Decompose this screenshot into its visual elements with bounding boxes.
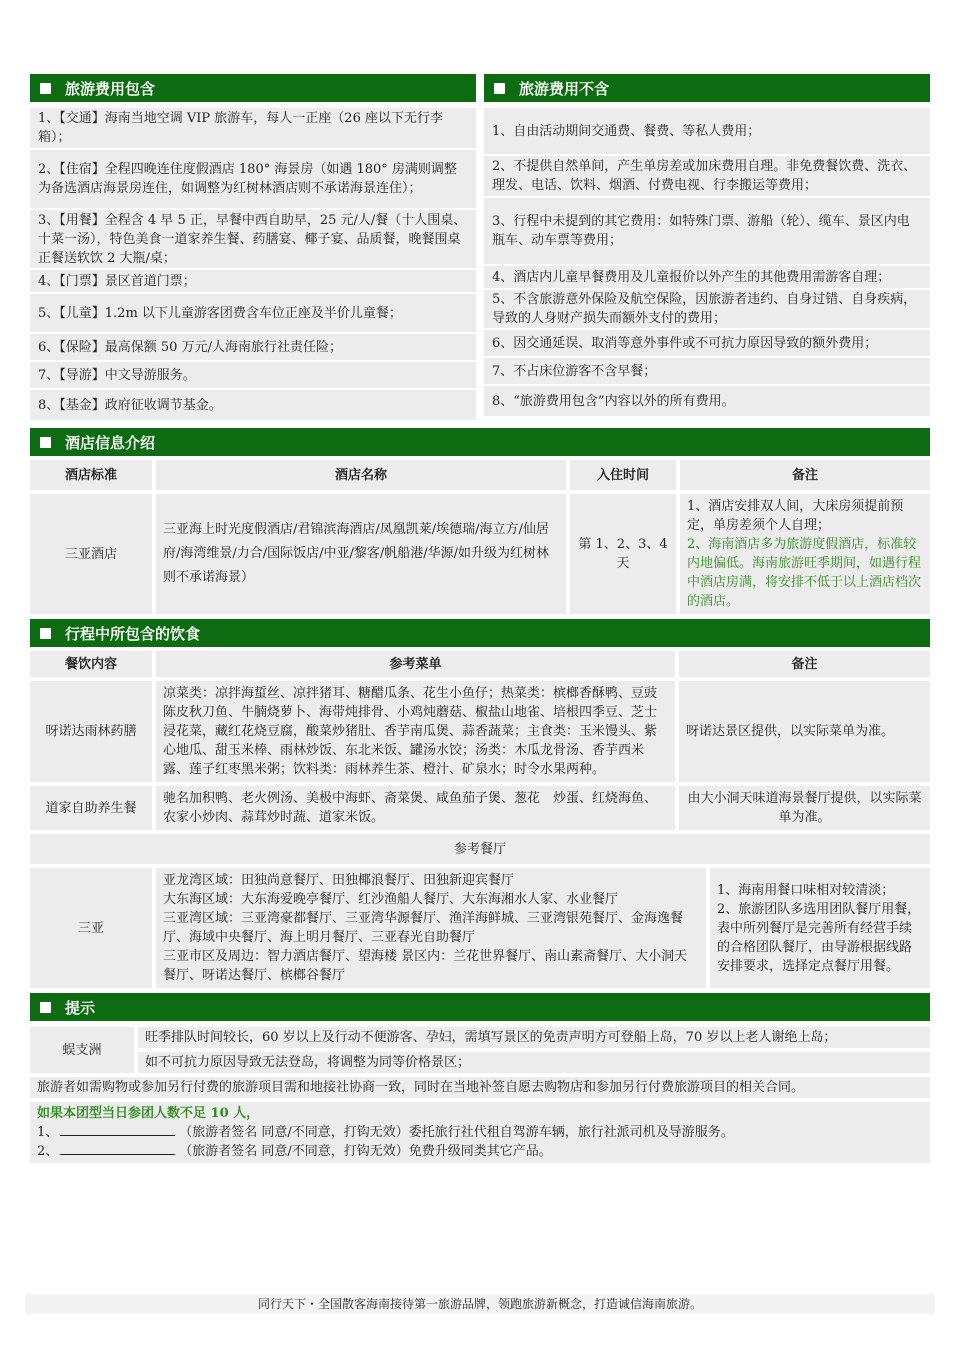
- restaurant-table: [26, 830, 934, 992]
- meals-title: 行程中所包含的饮食: [65, 624, 201, 643]
- restaurant-line: 三亚市区及周边：智力酒店餐厅、望海楼 景区内：兰花世界餐厅、南山素斋餐厅、大小洞天餐厅、呀诺达餐厅、槟榔谷餐厅: [163, 949, 688, 983]
- restaurant-city: 三亚: [30, 868, 152, 988]
- meal-menu: 凉菜类：凉拌海蜇丝、凉拌猪耳、糖醋瓜条、花生小鱼仔；热菜类：槟榔香酥鸭、豆豉陈皮秋刀鱼、牛腩烧萝卜、海带炖排骨、小鸡炖蘑菇、椒盐山地雀、培根四季豆、芝士浸花菜，藏红花烧豆腐，酸菜炒猪肚、香芋南瓜煲、蒜香蔬菜；主食类：玉米馒头、紫心地瓜、甜玉米棒、雨林炒饭、东北米饭、罐汤水饺；汤类：木瓜龙骨汤、香芋西米露、莲子红枣黑米粥；饮料类：雨林养生茶、橙汁、矿泉水；时令水果两种。: [156, 681, 675, 782]
- included-item: 8、【基金】政府征收调节基金。: [30, 390, 476, 422]
- included-item: 4、【门票】景区首道门票；: [30, 270, 476, 294]
- excluded-item: 5、不含旅游意外保险及航空保险，因旅游者违约、自身过错、自身疾病，导致的人身财产损失而额外支付的费用；: [484, 290, 930, 330]
- meals-col-note: 备注: [679, 651, 930, 677]
- restaurant-line: 三亚湾区域：三亚湾豪都餐厅、三亚湾华源餐厅、渔洋海鲜城、三亚湾银苑餐厅、金海逸餐厅、海域中央餐厅、海上明月餐厅、三亚春光自助餐厅: [163, 911, 684, 945]
- option-number: 1、: [37, 1125, 59, 1140]
- square-bullet-icon: [40, 437, 51, 448]
- tip-line: 旺季排队时间较长，60 岁以上及行动不便游客、孕妇，需填写景区的免责声明方可登船上岛，70 岁以上老人谢绝上岛；: [138, 1027, 930, 1048]
- hotel-col-name: 酒店名称: [156, 460, 566, 490]
- hotel-col-note: 备注: [680, 460, 930, 490]
- restaurant-note-2: 2、旅游团队多选用团队餐厅用餐，表中所列餐厅是完善所有经营手续的合格团队餐厅，由导游根据线路安排要求，选择定点餐厅用餐。: [717, 901, 921, 974]
- hotel-note-2: 2、海南酒店多为旅游度假酒店，标准较内地偏低。海南旅游旺季期间，如遇行程中酒店房满，将安排不低于以上酒店档次的酒店。: [687, 537, 922, 609]
- included-fees-title: 旅游费用包含: [65, 79, 156, 98]
- included-fees-header: [30, 74, 476, 102]
- restaurant-note: [710, 868, 930, 988]
- footer-slogan: 同行天下・全国散客海南接待第一旅游品牌，领跑旅游新概念，打造诚信海南旅游。: [25, 1294, 935, 1314]
- hotel-header: [30, 428, 930, 456]
- hotel-names: 三亚海上时光度假酒店/君锦滨海酒店/凤凰凯莱/埃德瑞/海立方/仙居府/海湾维景/力合/国际饭店/中亚/黎客/帆船港/华源/如升级为红树林则不承诺海景）: [156, 494, 566, 614]
- itinerary-document: [30, 74, 930, 1167]
- meal-name: 道家自助养生餐: [30, 786, 152, 830]
- included-item: 1、【交通】海南当地空调 VIP 旅游车，每人一正座（26 座以下无行李箱）；: [30, 108, 476, 150]
- excluded-fees-list: [484, 108, 930, 422]
- group-option-1: [37, 1123, 923, 1142]
- restaurant-line: 大东海区域：大东海爱晚亭餐厅、红沙渔船人餐厅、大东海湘水人家、水业餐厅: [163, 892, 619, 907]
- option-number: 2、: [37, 1144, 59, 1159]
- hotel-standard: 三亚酒店: [30, 494, 152, 614]
- tip-line: 如不可抗力原因导致无法登岛，将调整为同等价格景区；: [138, 1052, 930, 1073]
- fees-section: [30, 108, 930, 422]
- hotel-note-1: 1、酒店安排双人间，大床房须提前预定，单房差须个人自理；: [687, 499, 904, 533]
- hotel-checkin: 第 1、2、3、4 天: [570, 494, 676, 614]
- tips-title: 提示: [65, 998, 96, 1017]
- excluded-item: 8、“旅游费用包含”内容以外的所有费用。: [484, 386, 930, 418]
- group-title: 如果本团型当日参团人数不足 10 人，: [37, 1106, 260, 1121]
- meal-menu: 驰名加积鸭、老火例汤、美极中海虾、斋菜煲、咸鱼茄子煲、葱花 炒蛋、红烧海鱼、农家小炒肉、蒜茸炒时蔬、道家米饭。: [156, 786, 675, 830]
- meal-note: 呀诺达景区提供，以实际菜单为准。: [679, 681, 930, 782]
- meal-name: 呀诺达雨林药膳: [30, 681, 152, 782]
- restaurant-note-1: 1、海南用餐口味相对较清淡；: [717, 882, 895, 898]
- hotel-col-checkin: 入住时间: [570, 460, 676, 490]
- included-fees-list: [30, 108, 476, 422]
- included-item: 5、【儿童】1.2m 以下儿童游客团费含车位正座及半价儿童餐；: [30, 294, 476, 334]
- signature-line[interactable]: [60, 1142, 175, 1155]
- group-option-2: [37, 1142, 923, 1161]
- meals-header: [30, 619, 930, 647]
- included-item: 2、【住宿】全程四晚连住度假酒店 180° 海景房（如遇 180° 房满则调整为备选酒店海景房连住，如调整为红树林酒店则不承诺海景连住）；: [30, 150, 476, 210]
- excluded-fees-title: 旅游费用不含: [519, 79, 610, 98]
- square-bullet-icon: [494, 83, 505, 94]
- option-text: （旅游者签名 同意/不同意，打钩无效）免费升级同类其它产品。: [179, 1144, 552, 1159]
- meals-col-content: 餐饮内容: [30, 651, 152, 677]
- shopping-notice: 旅游者如需购物或参加另行付费的旅游项目需和地接社协商一致，同时在当地补签自愿去购物店和参加另行付费旅游项目的相关合同。: [30, 1077, 930, 1098]
- tip-place: 蜈支洲: [30, 1027, 134, 1073]
- hotel-table: [26, 456, 934, 618]
- hotel-note: [680, 494, 930, 614]
- restaurant-line: 亚龙湾区域：田独尚意餐厅、田独椰浪餐厅、田独新迎宾餐厅: [163, 873, 515, 888]
- hotel-col-standard: 酒店标准: [30, 460, 152, 490]
- hotel-title: 酒店信息介绍: [65, 433, 156, 452]
- restaurant-title: 参考餐厅: [30, 834, 930, 864]
- excluded-item: 2、不提供自然单间，产生单房差或加床费用自理。非免费餐饮费、洗衣、理发、电话、饮料、烟酒、付费电视、行李搬运等费用；: [484, 156, 930, 198]
- excluded-item: 6、因交通延误、取消等意外事件或不可抗力原因导致的额外费用；: [484, 330, 930, 358]
- excluded-item: 3、行程中未提到的其它费用：如特殊门票、游船（轮）、缆车、景区内电瓶车、动车票等费用；: [484, 198, 930, 266]
- square-bullet-icon: [40, 83, 51, 94]
- signature-line[interactable]: [60, 1123, 175, 1136]
- meals-col-menu: 参考菜单: [156, 651, 675, 677]
- restaurant-list: [156, 868, 706, 988]
- group-options: [30, 1102, 930, 1163]
- square-bullet-icon: [40, 628, 51, 639]
- excluded-item: 1、自由活动期间交通费、餐费、等私人费用；: [484, 108, 930, 156]
- excluded-item: 4、酒店内儿童早餐费用及儿童报价以外产生的其他费用需游客自理；: [484, 266, 930, 290]
- square-bullet-icon: [40, 1002, 51, 1013]
- included-item: 6、【保险】最高保额 50 万元/人海南旅行社责任险；: [30, 334, 476, 362]
- tips-table: [26, 1023, 934, 1167]
- meals-table: [26, 647, 934, 834]
- excluded-item: 7、不占床位游客不含早餐；: [484, 358, 930, 386]
- included-item: 7、【导游】中文导游服务。: [30, 362, 476, 390]
- included-item: 3、【用餐】全程含 4 早 5 正，早餐中西自助早，25 元/人/餐（十人围桌、十菜一汤），特色美食一道家养生餐、药膳宴、椰子宴、品质餐，晚餐围桌正餐送软饮 2 大瓶/桌；: [30, 210, 476, 270]
- excluded-fees-header: [484, 74, 930, 102]
- meal-note: 由大小洞天味道海景餐厅提供，以实际菜单为准。: [679, 786, 930, 830]
- option-text: （旅游者签名 同意/不同意，打钩无效）委托旅行社代租自驾游车辆，旅行社派司机及导游服务。: [179, 1125, 734, 1140]
- tips-header: [30, 993, 930, 1021]
